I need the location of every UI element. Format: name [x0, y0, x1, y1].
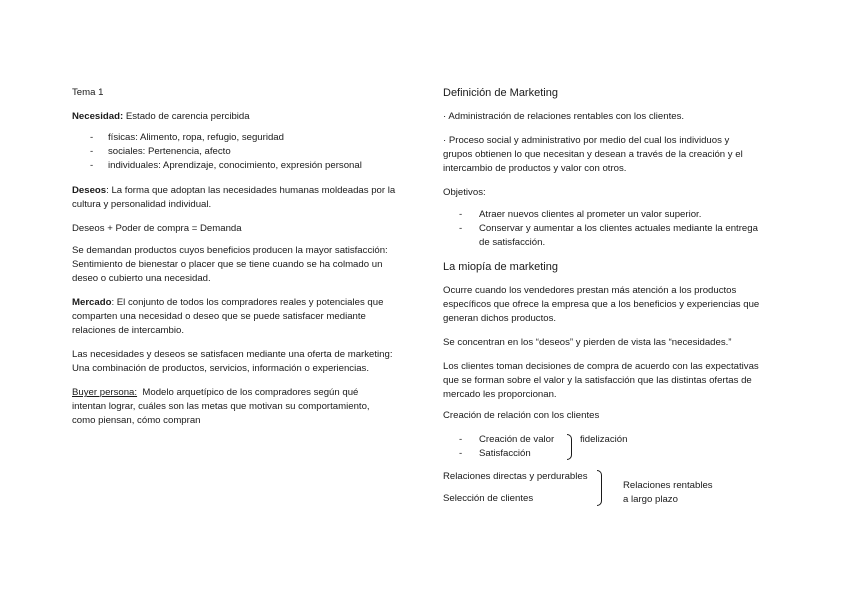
- deseos-term: Deseos: [72, 185, 107, 196]
- decisiones-line-3: mercado les proporcionan.: [443, 389, 557, 400]
- oferta-line-2: Una combinación de productos, servicios, información o experiencias.: [72, 363, 370, 374]
- miopia-title: La miopía de marketing: [443, 261, 558, 273]
- deseos-line-2: cultura y personalidad individual.: [72, 199, 212, 210]
- list-item: sociales: Pertenencia, afecto: [108, 146, 231, 157]
- def1: · Administración de relaciones rentables con los clientes.: [443, 111, 685, 122]
- deseos-line-1: Deseos: La forma que adoptan las necesidades humanas moldeadas por la: [72, 185, 396, 196]
- seleccion-clientes: Selección de clientes: [443, 493, 534, 504]
- mercado-term: Mercado: [72, 297, 112, 308]
- miopia-line-2: específicos que ofrece la empresa que a los beneficios y experiencias que: [443, 299, 760, 310]
- def2-line-3: intercambio de productos y valor con otros.: [443, 163, 627, 174]
- list-item: Creación de valor: [479, 434, 555, 445]
- def2-line-2: grupos obtienen lo que necesitan y desean a través de la creación y el: [443, 149, 743, 160]
- demanda-line-2: Sentimiento de bienestar o placer que se tiene cuando se ha colmado un: [72, 259, 383, 270]
- necesidad-def: Estado de carencia percibida: [123, 111, 250, 122]
- list-item: individuales: Aprendizaje, conocimiento, expresión personal: [108, 160, 362, 171]
- rentables-line-2: a largo plazo: [623, 494, 678, 505]
- list-item: Atraer nuevos clientes al prometer un valor superior.: [479, 209, 702, 220]
- demanda-line-3: deseo o cubierto una necesidad.: [72, 273, 211, 284]
- concentran-line: Se concentran en los “deseos” y pierden de vista las “necesidades.”: [443, 337, 732, 348]
- miopia-line-1: Ocurre cuando los vendedores prestan más atención a los productos: [443, 285, 737, 296]
- tema-title: Tema 1: [72, 87, 104, 98]
- mercado-line-1: Mercado: El conjunto de todos los compradores reales y potenciales que: [72, 297, 384, 308]
- decisiones-line-1: Los clientes toman decisiones de compra de acuerdo con las expectativas: [443, 361, 759, 372]
- demanda-line-1: Se demandan productos cuyos beneficios producen la mayor satisfacción:: [72, 245, 388, 256]
- mercado-line-2: comparten una necesidad o deseo que se puede satisfacer mediante: [72, 311, 366, 322]
- list-item: Conservar y aumentar a los clientes actuales mediante la entrega: [479, 223, 758, 234]
- fidelizacion-label: fidelización: [580, 434, 628, 445]
- objetivos-label: Objetivos:: [443, 187, 486, 198]
- buyer-line-2: intentan lograr, cuáles son las metas que motivan su comportamiento,: [72, 401, 370, 412]
- creacion-title: Creación de relación con los clientes: [443, 410, 600, 421]
- mercado-line-3: relaciones de intercambio.: [72, 325, 184, 336]
- miopia-line-3: generan dichos productos.: [443, 313, 557, 324]
- buyer-term: Buyer persona:: [72, 387, 138, 398]
- oferta-line-1: Las necesidades y deseos se satisfacen mediante una oferta de marketing:: [72, 349, 393, 360]
- decisiones-line-2: que se forman sobre el valor y la satisfacción que las distintas ofertas de: [443, 375, 752, 386]
- relaciones-directas: Relaciones directas y perdurables: [443, 471, 588, 482]
- def2-line-1: · Proceso social y administrativo por medio del cual los individuos y: [443, 135, 730, 146]
- brace-fidelizacion: [567, 434, 572, 460]
- necesidad-line: [72, 110, 250, 124]
- buyer-line-3: como piensan, cómo compran: [72, 415, 201, 426]
- list-item: físicas: Alimento, ropa, refugio, seguridad: [108, 132, 284, 143]
- brace-rentables: [597, 470, 602, 506]
- list-item-cont: de satisfacción.: [479, 237, 546, 248]
- buyer-line-1: Buyer persona: Modelo arquetípico de los compradores según qué: [72, 387, 359, 398]
- demanda-formula: Deseos + Poder de compra = Demanda: [72, 223, 242, 234]
- definicion-title: Definición de Marketing: [443, 87, 558, 99]
- list-item: Satisfacción: [479, 448, 531, 459]
- rentables-line-1: Relaciones rentables: [623, 480, 713, 491]
- necesidad-term: Necesidad:: [72, 111, 124, 122]
